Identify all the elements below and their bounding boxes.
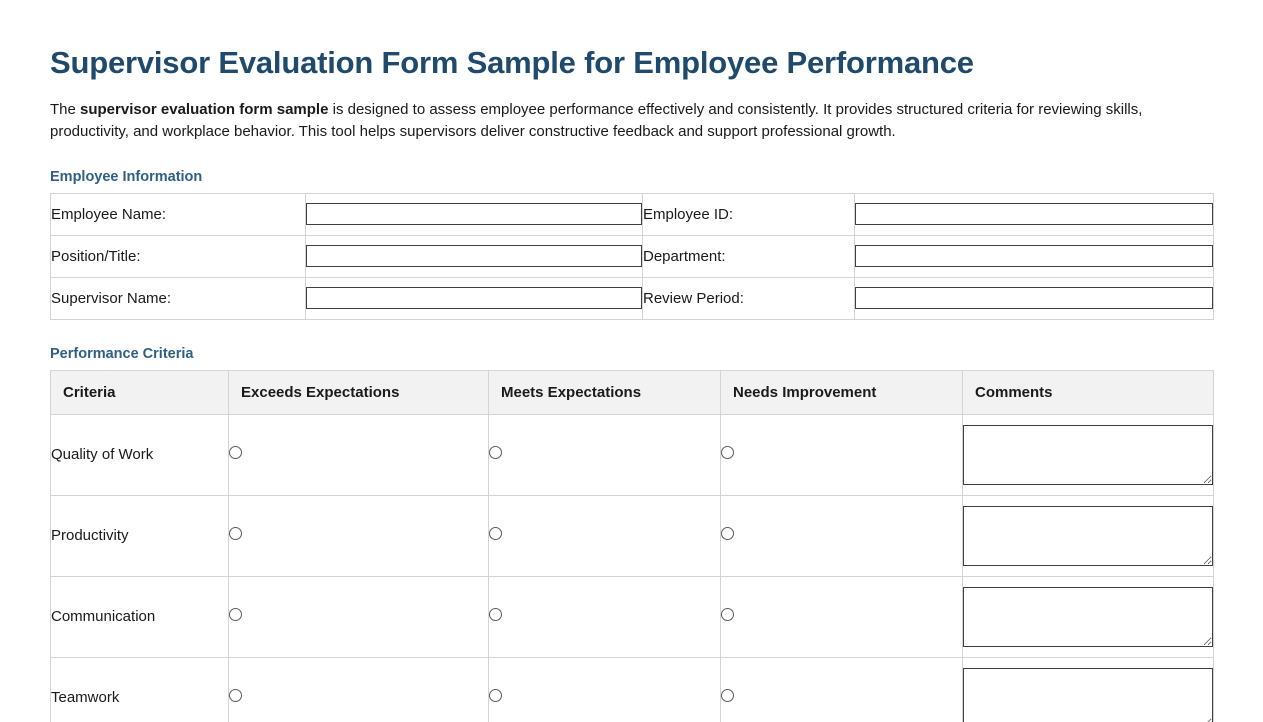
radio-button-icon[interactable]: [229, 446, 242, 459]
comment-cell-productivity: [963, 495, 1214, 576]
review-period-label: Review Period:: [643, 277, 855, 319]
column-header-criteria: Criteria: [51, 370, 229, 414]
comment-input-teamwork[interactable]: [963, 668, 1213, 722]
employee-name-label: Employee Name:: [51, 193, 306, 235]
comment-input-productivity[interactable]: [963, 506, 1213, 566]
comment-input-communication[interactable]: [963, 587, 1213, 647]
performance-criteria-table: [50, 370, 1214, 722]
column-header-meets-expectations: Meets Expectations: [489, 370, 721, 414]
table-header-row: [51, 370, 1214, 414]
criteria-label-productivity: Productivity: [51, 495, 229, 576]
department-label: Department:: [643, 235, 855, 277]
column-header-needs-improvement: Needs Improvement: [721, 370, 963, 414]
criteria-label-teamwork: Teamwork: [51, 657, 229, 722]
intro-text-before: The: [50, 101, 81, 119]
radio-button-icon[interactable]: [229, 527, 242, 540]
employee-id-label: Employee ID:: [643, 193, 855, 235]
radio-cell-exceeds-quality-of-work[interactable]: [229, 414, 489, 495]
radio-cell-meets-productivity[interactable]: [489, 495, 721, 576]
position-title-cell: [306, 235, 643, 277]
intro-paragraph: [50, 99, 1185, 143]
comment-cell-quality-of-work: [963, 414, 1214, 495]
table-row: [51, 414, 1214, 495]
radio-cell-meets-teamwork[interactable]: [489, 657, 721, 722]
radio-button-icon[interactable]: [721, 689, 734, 702]
employee-information-table: [50, 193, 1214, 320]
criteria-label-quality-of-work: Quality of Work: [51, 414, 229, 495]
radio-cell-needs-improvement-productivity[interactable]: [721, 495, 963, 576]
radio-button-icon[interactable]: [489, 446, 502, 459]
supervisor-name-cell: [306, 277, 643, 319]
employee-name-input[interactable]: [306, 203, 642, 225]
radio-button-icon[interactable]: [489, 527, 502, 540]
department-input[interactable]: [855, 245, 1213, 267]
review-period-cell: [855, 277, 1214, 319]
page-title: Supervisor Evaluation Form Sample for Employee Performance: [50, 45, 974, 80]
comment-cell-teamwork: [963, 657, 1214, 722]
supervisor-name-input[interactable]: [306, 287, 642, 309]
radio-cell-needs-improvement-communication[interactable]: [721, 576, 963, 657]
performance-criteria-heading: Performance Criteria: [50, 345, 194, 362]
review-period-input[interactable]: [855, 287, 1213, 309]
intro-text-bold: supervisor evaluation form sample: [80, 101, 329, 119]
table-row: [51, 235, 1214, 277]
table-row: [51, 576, 1214, 657]
radio-button-icon[interactable]: [721, 527, 734, 540]
supervisor-name-label: Supervisor Name:: [51, 277, 306, 319]
radio-button-icon[interactable]: [489, 689, 502, 702]
department-cell: [855, 235, 1214, 277]
radio-cell-needs-improvement-quality-of-work[interactable]: [721, 414, 963, 495]
radio-button-icon[interactable]: [229, 608, 242, 621]
radio-cell-exceeds-teamwork[interactable]: [229, 657, 489, 722]
radio-button-icon[interactable]: [489, 608, 502, 621]
comment-cell-communication: [963, 576, 1214, 657]
radio-button-icon[interactable]: [229, 689, 242, 702]
employee-information-heading: Employee Information: [50, 168, 203, 185]
radio-button-icon[interactable]: [721, 608, 734, 621]
radio-cell-needs-improvement-teamwork[interactable]: [721, 657, 963, 722]
employee-name-cell: [306, 193, 643, 235]
column-header-comments: Comments: [963, 370, 1214, 414]
radio-cell-meets-communication[interactable]: [489, 576, 721, 657]
radio-cell-exceeds-productivity[interactable]: [229, 495, 489, 576]
radio-cell-meets-quality-of-work[interactable]: [489, 414, 721, 495]
column-header-exceeds-expectations: Exceeds Expectations: [229, 370, 489, 414]
position-title-label: Position/Title:: [51, 235, 306, 277]
employee-id-cell: [855, 193, 1214, 235]
radio-cell-exceeds-communication[interactable]: [229, 576, 489, 657]
radio-button-icon[interactable]: [721, 446, 734, 459]
criteria-label-communication: Communication: [51, 576, 229, 657]
table-row: [51, 277, 1214, 319]
position-title-input[interactable]: [306, 245, 642, 267]
comment-input-quality-of-work[interactable]: [963, 425, 1213, 485]
employee-id-input[interactable]: [855, 203, 1213, 225]
table-row: [51, 657, 1214, 722]
intro-text-after: is designed to assess employee performance effectively and consistently. It provides structured criteria for reviewing skills, productivity, and workplace behavior. This tool helps supervisors deliver constructive feedback and support professional growth.: [50, 101, 1143, 140]
table-row: [51, 495, 1214, 576]
table-row: [51, 193, 1214, 235]
